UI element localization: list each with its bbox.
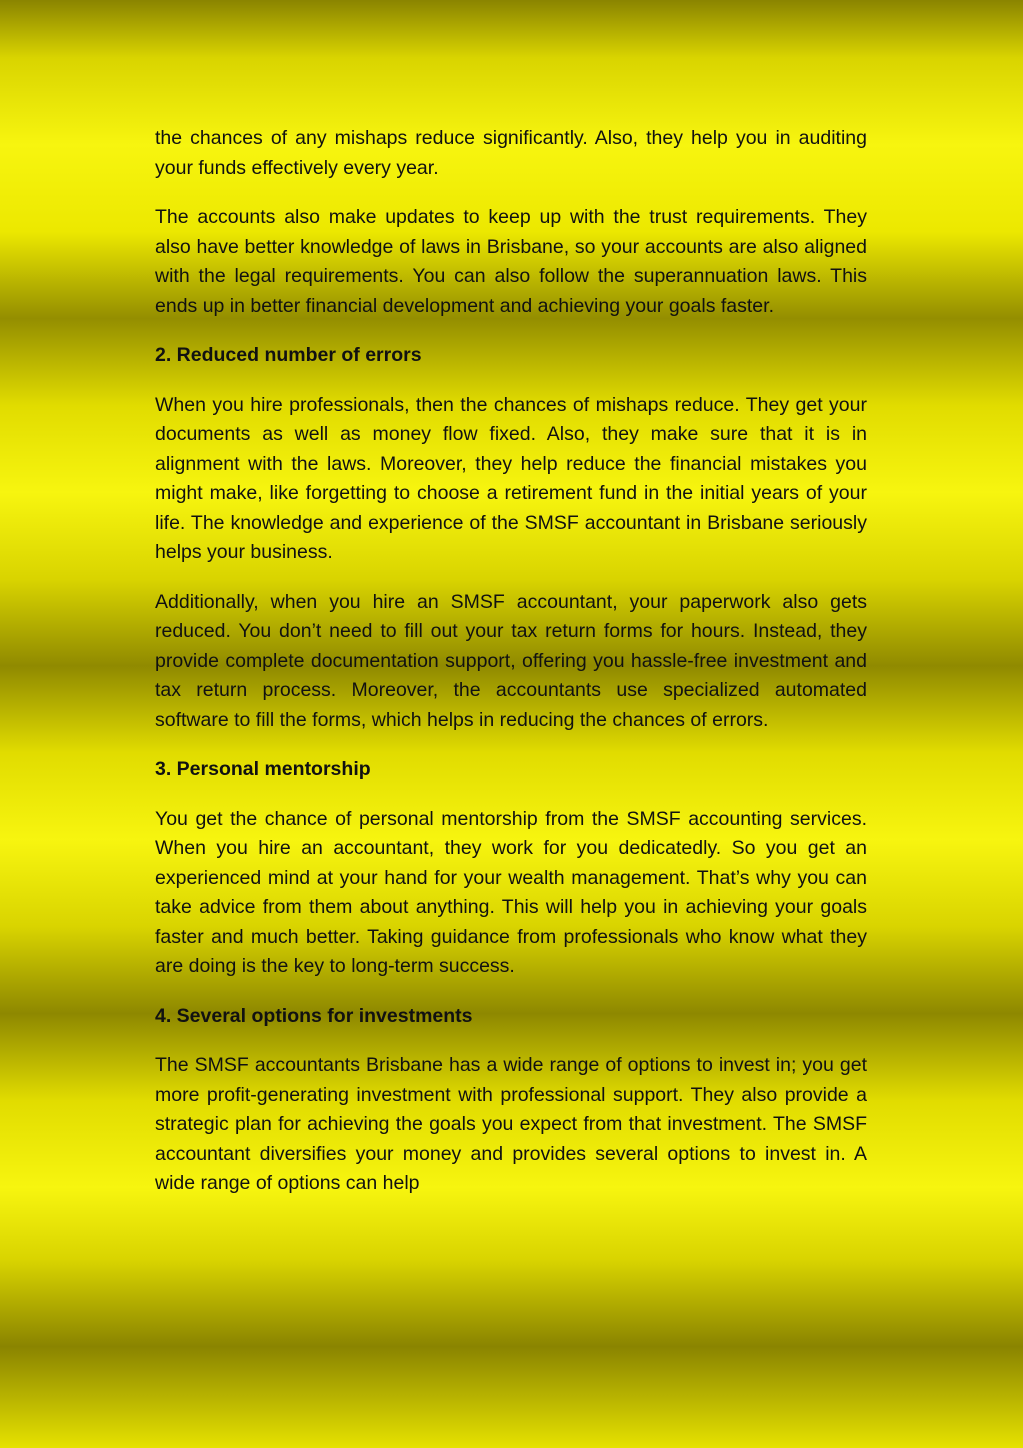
heading-investment-options: 4. Several options for investments <box>155 1004 473 1027</box>
paragraph-trust-requirements: The accounts also make updates to keep up with the trust requirements. They also have better knowledge of laws in Brisbane, so your accounts are also aligned with the legal requirements. You can also follow the superannuation laws. This ends up in better financial development and achieving your goals faster. <box>155 206 867 317</box>
heading-reduced-errors: 2. Reduced number of errors <box>155 344 422 366</box>
paragraph-hire-professionals: When you hire professionals, then the chances of mishaps reduce. They get your documents as well as money flow fixed. Also, they make sure that it is in alignment with the laws. Moreover, they help reduce the financial mistakes you might make, like forgetting to choose a retirement fund in the initial years of your life. The knowledge and experience of the SMSF accountant in Brisbane seriously helps your business. <box>155 393 867 563</box>
paragraph-paperwork: Additionally, when you hire an SMSF accountant, your paperwork also gets reduced. You don’t need to fill out your tax return forms for hours. Instead, they provide complete documentation support, offering you hassle-free investment and tax return process. Moreover, the accountants use specialized automated software to fill the forms, which helps in reducing the chances of errors. <box>155 590 867 731</box>
heading-personal-mentorship: 3. Personal mentorship <box>155 758 371 780</box>
document-body <box>155 124 867 1219</box>
paragraph-mentorship: You get the chance of personal mentorship from the SMSF accounting services. When you hire an accountant, they work for you dedicatedly. So you get an experienced mind at your hand for your wealth management. That’s why you can take advice from them about anything. This will help you in achieving your goals faster and much better. Taking guidance from professionals who know what they are doing is the key to long-term success. <box>155 807 867 977</box>
paragraph-investments: The SMSF accountants Brisbane has a wide range of options to invest in; you get more profit-generating investment with professional support. They also provide a strategic plan for achieving the goals you expect from that investment. The SMSF accountant diversifies your money and provides several options to invest in. A wide range of options can help <box>155 1054 867 1194</box>
paragraph-auditing: the chances of any mishaps reduce significantly. Also, they help you in auditing your funds effectively every year. <box>155 127 867 179</box>
